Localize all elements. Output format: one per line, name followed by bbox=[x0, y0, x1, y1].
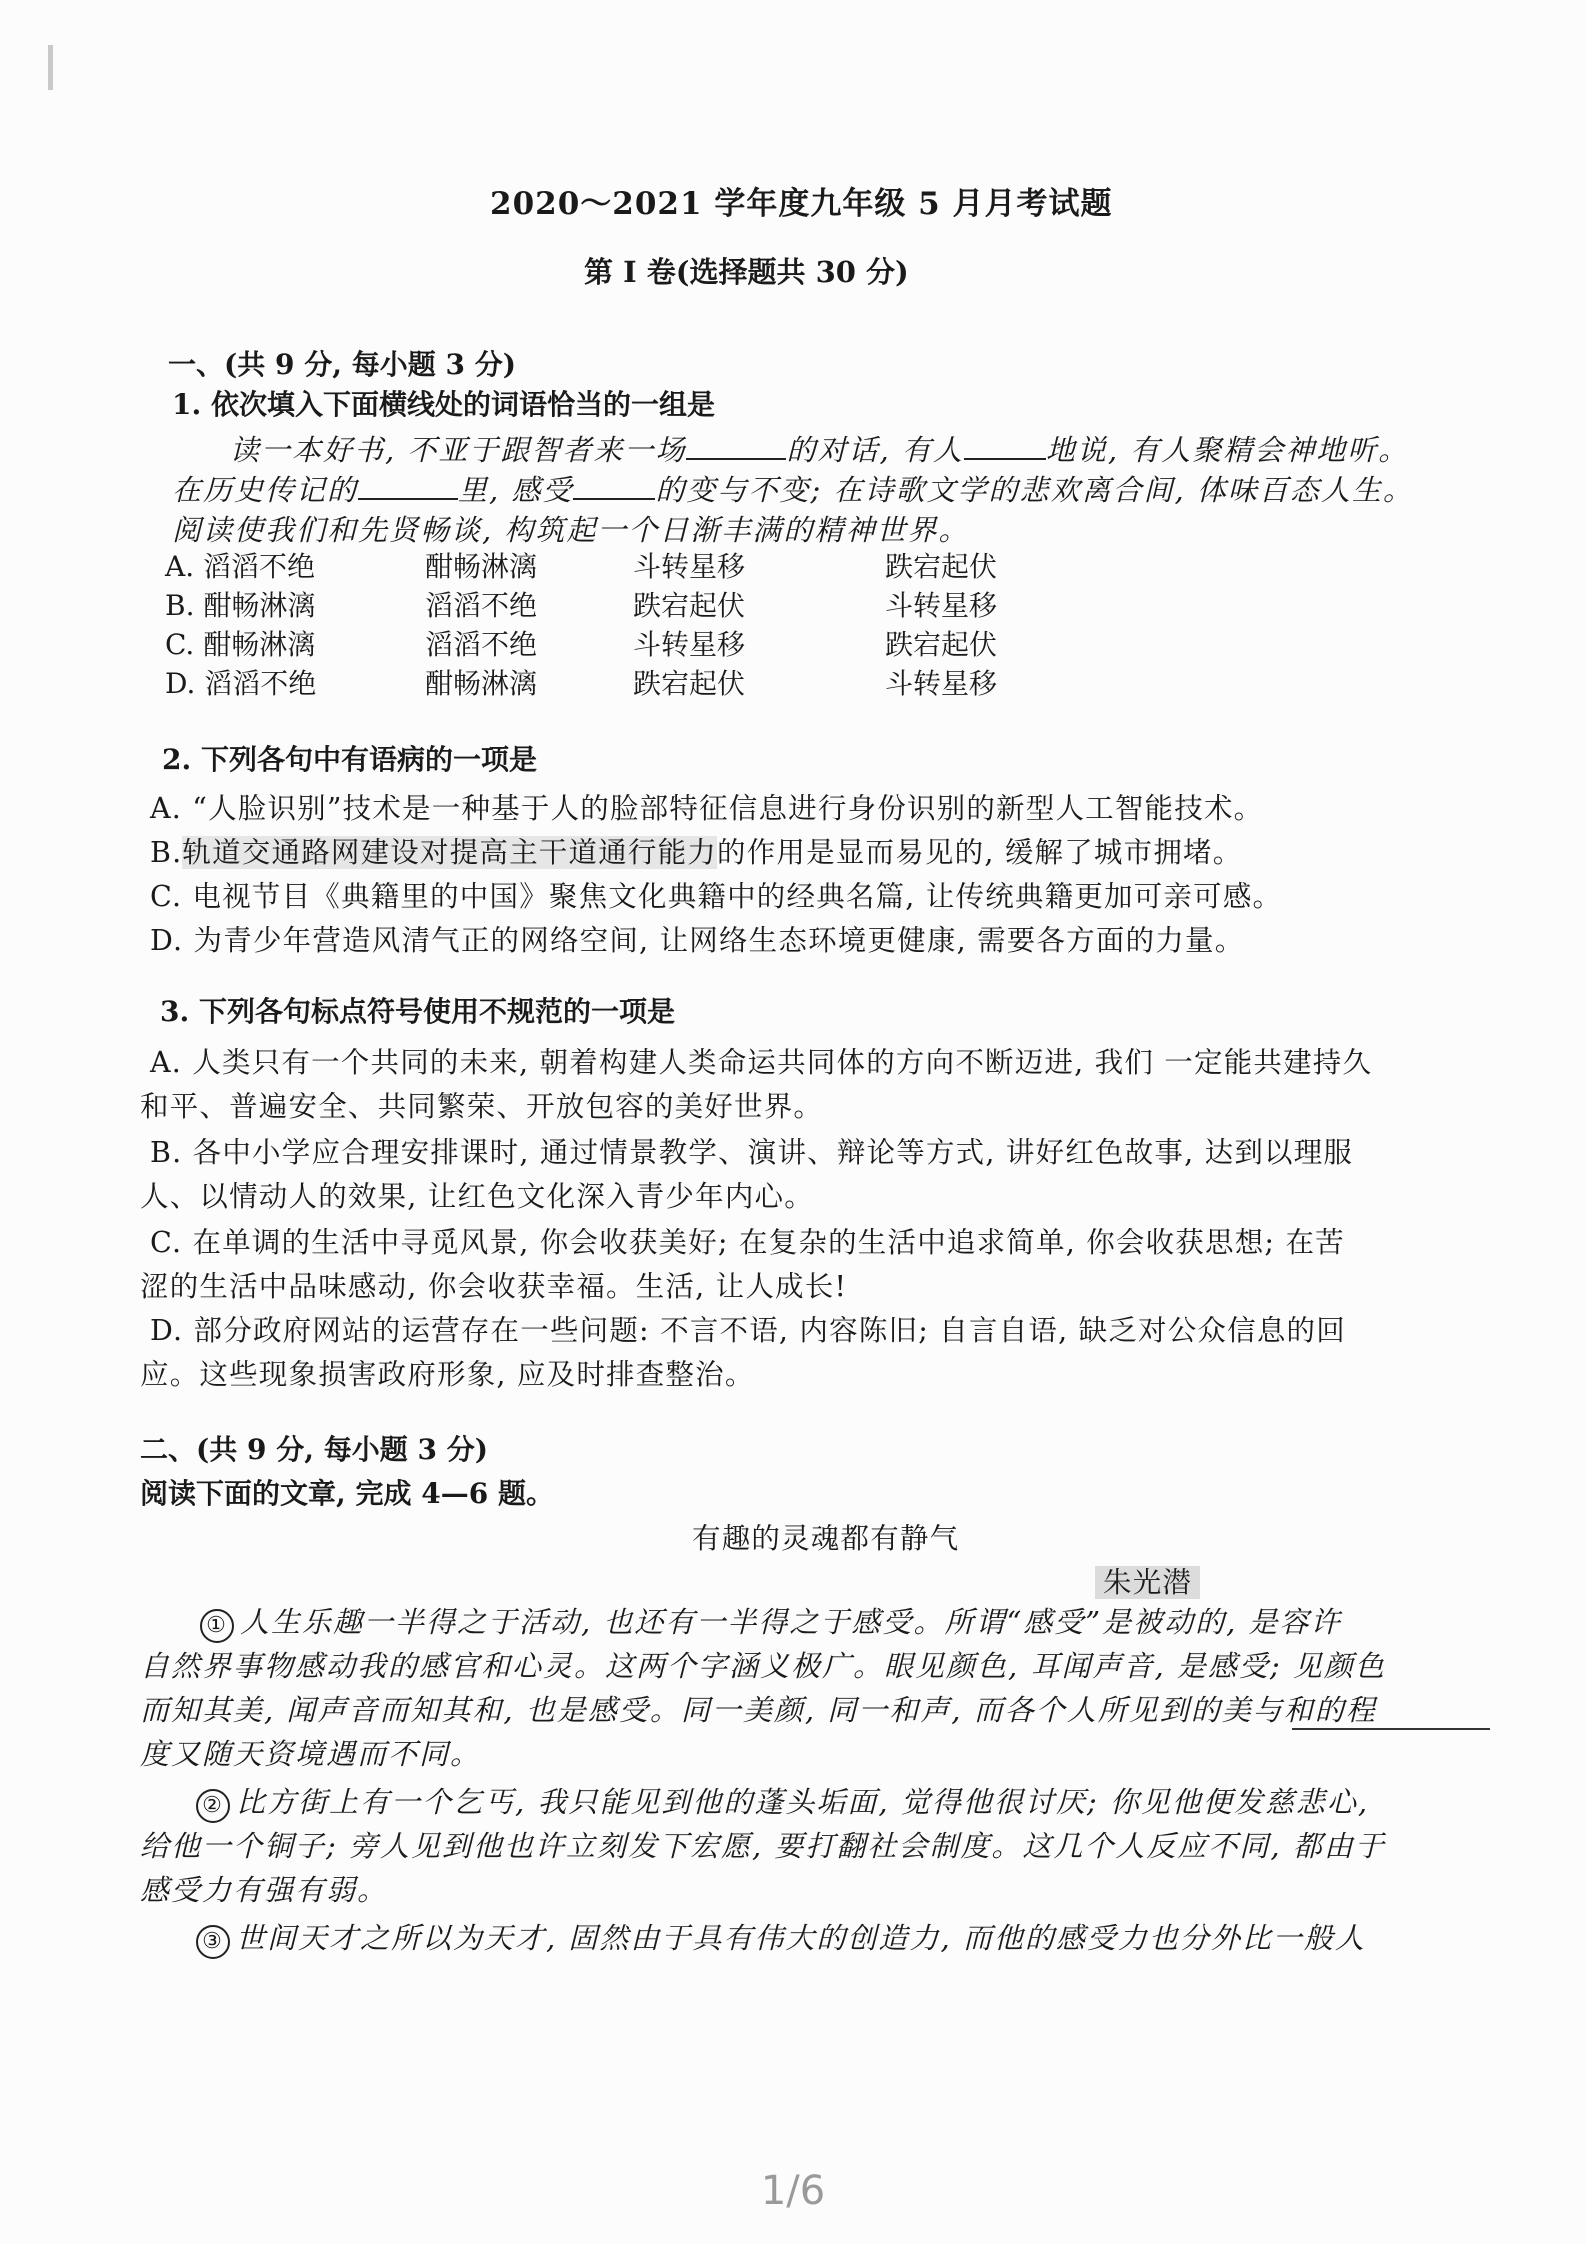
q1-passage-line-1 bbox=[230, 428, 1409, 469]
q1-passage-text: 里, 感受 bbox=[458, 473, 574, 507]
q2-option-c[interactable]: C. 电视节目《典籍里的中国》聚焦文化典籍中的经典名篇, 让传统典籍更加可亲可感。 bbox=[150, 880, 1283, 913]
section-2-intro: 阅读下面的文章, 完成 4—6 题。 bbox=[140, 1477, 554, 1510]
q3-stem: 3. 下列各句标点符号使用不规范的一项是 bbox=[160, 995, 675, 1028]
q3-option-c-line[interactable]: C. 在单调的生活中寻觅风景, 你会收获美好; 在复杂的生活中追求简单, 你会收获思想; 在苦 bbox=[150, 1226, 1345, 1259]
paragraph-number: ③ bbox=[196, 1925, 230, 1959]
paragraph-3-line-1 bbox=[196, 1916, 1366, 1959]
article-author bbox=[1095, 1560, 1200, 1601]
q1-options bbox=[165, 545, 1165, 705]
option-word: 跌宕起伏 bbox=[633, 589, 746, 622]
option-word: A. 滔滔不绝 bbox=[165, 550, 316, 583]
paragraph-text: 人生乐趣一半得之于活动, 也还有一半得之于感受。所谓“感受”是被动的, 是容许 bbox=[240, 1605, 1342, 1639]
author-name: 朱光潜 bbox=[1095, 1566, 1200, 1599]
q3-option-a-line[interactable]: A. 人类只有一个共同的未来, 朝着构建人类命运共同体的方向不断迈进, 我们 一定能共建持久 bbox=[150, 1046, 1373, 1079]
q2-option-b-letter: B. bbox=[150, 836, 183, 869]
paragraph-1-line-4: 度又随天资境遇而不同。 bbox=[140, 1737, 482, 1771]
q2-option-b-rest: 的作用是显而易见的, 缓解了城市拥堵。 bbox=[717, 836, 1243, 869]
paragraph-number: ① bbox=[200, 1609, 234, 1643]
q1-passage-text: 的对话, 有人 bbox=[786, 433, 964, 467]
paragraph-number: ② bbox=[196, 1789, 230, 1823]
option-word: 滔滔不绝 bbox=[425, 589, 538, 622]
q1-passage-text: 的变与不变; 在诗歌文学的悲欢离合间, 体味百态人生。 bbox=[655, 473, 1414, 507]
q2-stem: 2. 下列各句中有语病的一项是 bbox=[162, 743, 537, 776]
q2-option-d[interactable]: D. 为青少年营造风清气正的网络空间, 让网络生态环境更健康, 需要各方面的力量。 bbox=[150, 924, 1245, 957]
article-title: 有趣的灵魂都有静气 bbox=[692, 1522, 960, 1555]
q3-option-d-cont: 应。这些现象损害政府形象, 应及时排查整治。 bbox=[140, 1358, 755, 1391]
exam-subtitle: 第 Ⅰ 卷(选择题共 30 分) bbox=[584, 255, 909, 289]
q1-stem: 1. 依次填入下面横线处的词语恰当的一组是 bbox=[172, 388, 715, 421]
option-word: C. 酣畅淋漓 bbox=[165, 628, 316, 661]
q1-passage-line-3: 阅读使我们和先贤畅谈, 构筑起一个日渐丰满的精神世界。 bbox=[172, 513, 970, 547]
paragraph-2-line-3: 感受力有强有弱。 bbox=[140, 1873, 389, 1907]
option-word: B. 酣畅淋漓 bbox=[165, 589, 316, 622]
q1-blank-1 bbox=[686, 457, 786, 460]
q3-option-b-cont: 人、以情动人的效果, 让红色文化深入青少年内心。 bbox=[140, 1180, 814, 1213]
option-word: 斗转星移 bbox=[885, 667, 998, 700]
q1-blank-3 bbox=[358, 497, 458, 500]
paragraph-2-line-2: 给他一个铜子; 旁人见到他也许立刻发下宏愿, 要打翻社会制度。这几个人反应不同, 都由于 bbox=[140, 1829, 1386, 1863]
option-word: 跌宕起伏 bbox=[885, 550, 998, 583]
q3-option-d-line[interactable]: D. 部分政府网站的运营存在一些问题: 不言不语, 内容陈旧; 自言自语, 缺乏对公众信息的回 bbox=[150, 1314, 1346, 1347]
page-indicator: 1/6 bbox=[760, 2168, 826, 2214]
q1-blank-2 bbox=[964, 457, 1046, 460]
option-word: D. 滔滔不绝 bbox=[165, 667, 317, 700]
scan-edge-mark bbox=[48, 45, 53, 90]
paragraph-1-line-2: 自然界事物感动我的感官和心灵。这两个字涵义极广。眼见颜色, 耳闻声音, 是感受; 见颜色 bbox=[140, 1649, 1386, 1683]
option-word: 酣畅淋漓 bbox=[425, 550, 538, 583]
q1-blank-4 bbox=[573, 497, 655, 500]
q1-passage-text: 地说, 有人聚精会神地听。 bbox=[1045, 433, 1410, 467]
q3-option-a-cont: 和平、普遍安全、共同繁荣、开放包容的美好世界。 bbox=[140, 1090, 824, 1123]
option-word: 跌宕起伏 bbox=[885, 628, 998, 661]
q1-passage-line-2 bbox=[172, 468, 1414, 509]
option-word: 滔滔不绝 bbox=[425, 628, 538, 661]
q1-passage-text: 读一本好书, 不亚于跟智者来一场 bbox=[230, 433, 687, 467]
option-word: 斗转星移 bbox=[633, 628, 746, 661]
exam-title: 2020～2021 学年度九年级 5 月月考试题 bbox=[490, 186, 1113, 222]
paragraph-text: 比方街上有一个乞丐, 我只能见到他的蓬头垢面, 觉得他很讨厌; 你见他便发慈悲心, bbox=[236, 1785, 1370, 1819]
q2-option-a[interactable]: A. “人脸识别”技术是一种基于人的脸部特征信息进行身份识别的新型人工智能技术。 bbox=[150, 792, 1264, 825]
option-word: 斗转星移 bbox=[885, 589, 998, 622]
section-2-heading: 二、(共 9 分, 每小题 3 分) bbox=[140, 1433, 488, 1466]
option-word: 斗转星移 bbox=[633, 550, 746, 583]
q3-option-b-line[interactable]: B. 各中小学应合理安排课时, 通过情景教学、演讲、辩论等方式, 讲好红色故事, 达到以理服 bbox=[150, 1136, 1354, 1169]
q2-highlighted-phrase: 轨道交通路网建设对提高主干道通行能力 bbox=[182, 836, 718, 869]
section-1-heading: 一、(共 9 分, 每小题 3 分) bbox=[168, 348, 516, 381]
q3-option-c-cont: 涩的生活中品味感动, 你会收获幸福。生活, 让人成长! bbox=[140, 1270, 848, 1303]
paragraph-1-line-1 bbox=[200, 1600, 1342, 1643]
option-word: 跌宕起伏 bbox=[633, 667, 746, 700]
q2-option-b[interactable] bbox=[150, 830, 1242, 871]
handwritten-underline bbox=[1292, 1728, 1490, 1730]
paragraph-1-line-3: 而知其美, 闻声音而知其和, 也是感受。同一美颜, 同一和声, 而各个人所见到的美与和的程 bbox=[140, 1693, 1377, 1727]
q1-passage-text: 在历史传记的 bbox=[172, 473, 359, 507]
paragraph-2-line-1 bbox=[196, 1780, 1369, 1823]
option-word: 酣畅淋漓 bbox=[425, 667, 538, 700]
paragraph-text: 世间天才之所以为天才, 固然由于具有伟大的创造力, 而他的感受力也分外比一般人 bbox=[236, 1921, 1366, 1955]
